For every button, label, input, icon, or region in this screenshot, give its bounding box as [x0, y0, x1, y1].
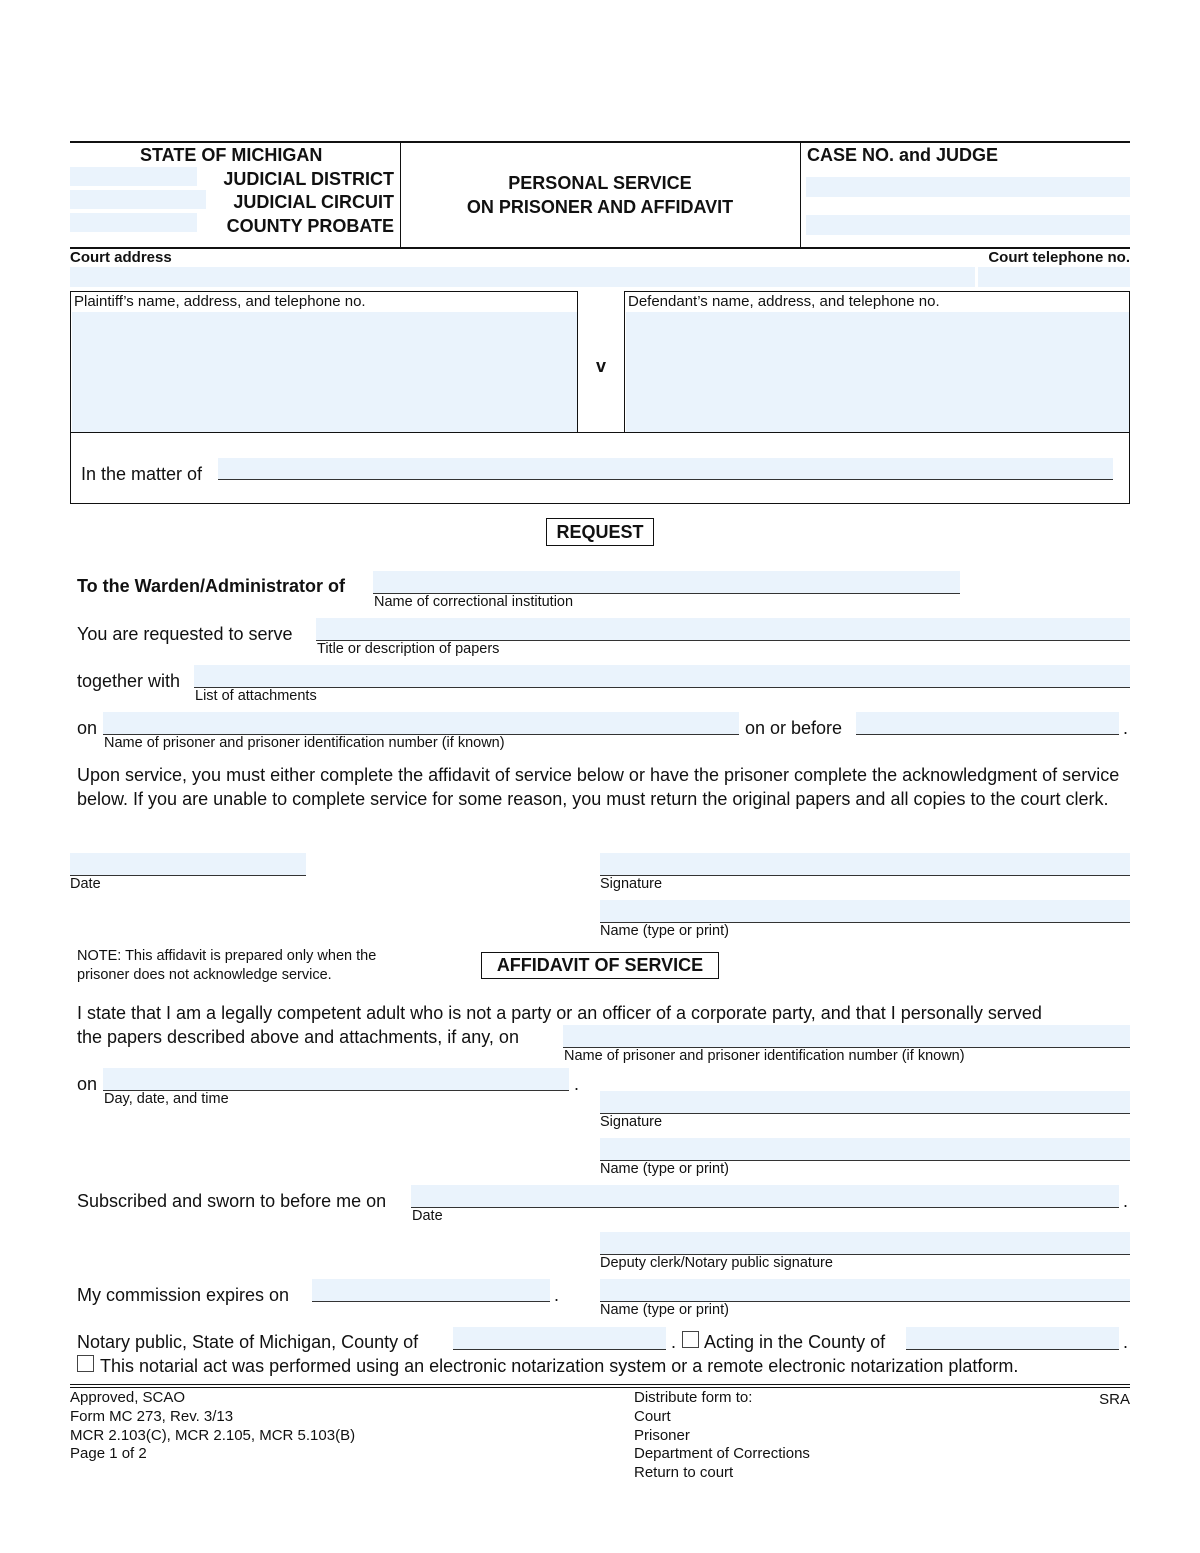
institution-caption: Name of correctional institution: [374, 594, 574, 610]
notary-signature-field[interactable]: [600, 1232, 1130, 1254]
acting-county-field[interactable]: [906, 1327, 1119, 1349]
statement-line2: the papers described above and attachments, if any, on: [77, 1027, 519, 1047]
attachments-caption: List of attachments: [195, 688, 317, 704]
court-phone-label: Court telephone no.: [988, 249, 1130, 266]
footer-rule-bottom: [70, 1387, 1130, 1388]
plaintiff-label: Plaintiff’s name, address, and telephone no.: [74, 293, 366, 310]
circuit-field[interactable]: [70, 190, 206, 209]
sworn-date-underline: [411, 1207, 1119, 1208]
sworn-date-caption: Date: [412, 1208, 443, 1224]
distribute-court: Court: [634, 1408, 671, 1425]
header-divider-right: [800, 142, 801, 248]
affidavit-signature-underline: [600, 1113, 1130, 1114]
county-period: .: [671, 1332, 677, 1352]
footer-code: SRA: [1099, 1391, 1130, 1408]
distribute-return: Return to court: [634, 1464, 734, 1481]
sworn-date-period: .: [1123, 1191, 1129, 1211]
request-heading: REQUEST: [546, 518, 654, 546]
footer-form-number: Form MC 273, Rev. 3/13: [70, 1408, 234, 1425]
footer-rule-top: [70, 1384, 1130, 1385]
electronic-checkbox[interactable]: [77, 1355, 94, 1372]
matter-label: In the matter of: [81, 464, 203, 484]
affidavit-signature-field[interactable]: [600, 1091, 1130, 1113]
on-label: on: [77, 718, 98, 738]
commission-label: My commission expires on: [77, 1285, 290, 1305]
header-bottom-rule: [70, 247, 1130, 249]
service-day-period: .: [574, 1074, 580, 1094]
distribute-prisoner: Prisoner: [634, 1427, 690, 1444]
institution-field[interactable]: [373, 571, 960, 593]
affidavit-name-caption: Name (type or print): [600, 1161, 729, 1177]
matter-field[interactable]: [218, 458, 1113, 479]
footer-approved: Approved, SCAO: [70, 1389, 186, 1406]
notary-name-caption: Name (type or print): [600, 1302, 729, 1318]
court-address-field[interactable]: [70, 267, 975, 287]
notary-name-field[interactable]: [600, 1279, 1130, 1301]
judicial-circuit-label: JUDICIAL CIRCUIT: [233, 192, 394, 212]
affidavit-prisoner-field[interactable]: [563, 1025, 1130, 1047]
header-divider-left: [400, 142, 401, 248]
service-day-caption: Day, date, and time: [104, 1091, 229, 1107]
request-name-caption: Name (type or print): [600, 923, 729, 939]
acting-checkbox[interactable]: [682, 1331, 699, 1348]
request-signature-field[interactable]: [600, 853, 1130, 875]
affidavit-signature-caption: Signature: [600, 1114, 663, 1130]
affidavit-heading: AFFIDAVIT OF SERVICE: [481, 952, 719, 979]
court-phone-field[interactable]: [978, 267, 1130, 287]
defendant-field[interactable]: [626, 312, 1129, 432]
before-date-field[interactable]: [856, 712, 1119, 734]
court-address-label: Court address: [70, 249, 172, 266]
service-instructions: Upon service, you must either complete the affidavit of service below or have the prisoner complete the acknowledgment of service below. If you are unable to complete service for some reason, you must return the original papers and all copies to the court clerk.: [77, 765, 1120, 809]
affidavit-note: NOTE: This affidavit is prepared only when the prisoner does not acknowledge service.: [77, 948, 377, 983]
affidavit-prisoner-caption: Name of prisoner and prisoner identification number (if known): [564, 1048, 965, 1064]
before-label: on or before: [745, 718, 843, 738]
together-label: together with: [77, 671, 181, 691]
commission-period: .: [554, 1285, 560, 1305]
form-title-line1: PERSONAL SERVICE: [508, 173, 692, 193]
commission-underline: [312, 1301, 550, 1302]
footer-mcr: MCR 2.103(C), MCR 2.105, MCR 5.103(B): [70, 1427, 356, 1444]
distribute-heading: Distribute form to:: [634, 1389, 753, 1406]
electronic-label: This notarial act was performed using an electronic notarization system or a remote electronic notarization platform.: [100, 1356, 1019, 1376]
affidavit-name-field[interactable]: [600, 1138, 1130, 1160]
versus-label: v: [595, 356, 606, 376]
before-date-underline: [856, 734, 1119, 735]
request-date-field[interactable]: [70, 853, 306, 875]
affidavit-on-label: on: [77, 1074, 98, 1094]
header-top-rule: [70, 141, 1130, 143]
district-field[interactable]: [70, 167, 197, 186]
warden-label: To the Warden/Administrator of: [77, 576, 345, 596]
service-day-field[interactable]: [103, 1068, 569, 1090]
judge-field[interactable]: [806, 215, 1130, 235]
county-label: Notary public, State of Michigan, County of: [77, 1332, 419, 1352]
plaintiff-field[interactable]: [72, 312, 577, 432]
judicial-district-label: JUDICIAL DISTRICT: [223, 169, 394, 189]
county-field[interactable]: [453, 1327, 666, 1349]
county-underline: [453, 1349, 666, 1350]
case-number-field[interactable]: [806, 177, 1130, 197]
distribute-corrections: Department of Corrections: [634, 1445, 810, 1462]
prisoner-caption: Name of prisoner and prisoner identification number (if known): [104, 735, 505, 751]
request-signature-caption: Signature: [600, 876, 663, 892]
statement-line1: I state that I am a legally competent adult who is not a party or an officer of a corporate party, and that I personally served: [77, 1003, 1042, 1023]
request-date-caption: Date: [70, 876, 101, 892]
prisoner-field[interactable]: [103, 712, 739, 734]
probate-field[interactable]: [70, 213, 197, 232]
request-date-underline: [70, 875, 306, 876]
papers-caption: Title or description of papers: [317, 641, 500, 657]
request-name-field[interactable]: [600, 900, 1130, 922]
sworn-date-field[interactable]: [411, 1185, 1119, 1207]
case-no-label: CASE NO. and JUDGE: [807, 145, 999, 165]
acting-label: Acting in the County of: [704, 1332, 886, 1352]
defendant-label: Defendant’s name, address, and telephone no.: [628, 293, 940, 310]
commission-field[interactable]: [312, 1279, 550, 1301]
attachments-underline: [194, 687, 1130, 688]
request-signature-underline: [600, 875, 1130, 876]
matter-underline: [218, 479, 1113, 480]
footer-page: Page 1 of 2: [70, 1445, 147, 1462]
acting-county-underline: [906, 1349, 1119, 1350]
before-period: .: [1123, 718, 1129, 738]
form-title-line2: ON PRISONER AND AFFIDAVIT: [466, 197, 734, 217]
acting-period: .: [1123, 1332, 1129, 1352]
papers-field[interactable]: [316, 618, 1130, 640]
subscribed-label: Subscribed and sworn to before me on: [77, 1191, 387, 1211]
notary-signature-caption: Deputy clerk/Notary public signature: [600, 1255, 833, 1271]
serve-label: You are requested to serve: [77, 624, 293, 644]
state-label: STATE OF MICHIGAN: [140, 145, 323, 165]
county-probate-label: COUNTY PROBATE: [226, 216, 394, 236]
attachments-field[interactable]: [194, 665, 1130, 687]
